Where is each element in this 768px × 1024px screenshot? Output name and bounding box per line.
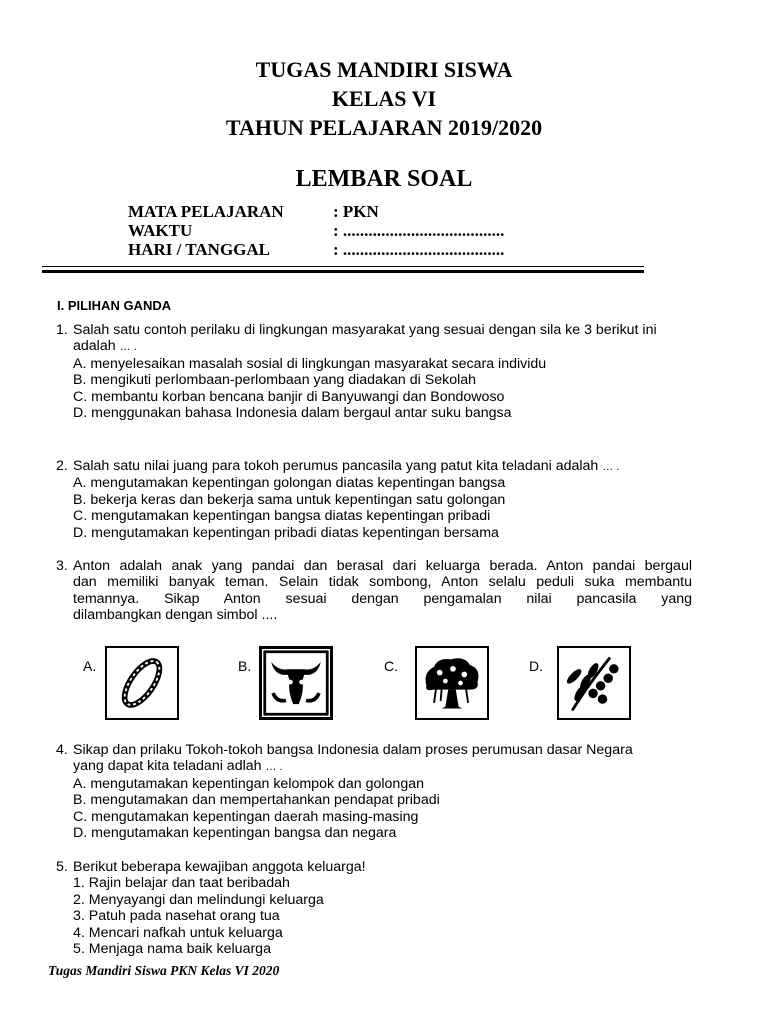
question-dots: … . bbox=[602, 461, 620, 473]
option-a-letter: A. bbox=[83, 658, 97, 674]
rice-cotton-icon bbox=[557, 646, 631, 720]
question-stem-line2: dan memiliki banyak teman. Selain tidak sombong, Anton selalu peduli suka membantu bbox=[73, 574, 692, 591]
option-b-letter: B. bbox=[238, 658, 252, 674]
question-number: 2. bbox=[56, 458, 68, 474]
question-stem-cont: yang dapat kita teladani adlah bbox=[73, 758, 262, 775]
option-c: C. mengutamakan kepentingan daerah masing-masing bbox=[73, 808, 419, 825]
info-row-date bbox=[128, 240, 504, 259]
list-item: 4. Mencari nafkah untuk keluarga bbox=[73, 924, 283, 941]
subject-label: MATA PELAJARAN bbox=[128, 202, 284, 221]
banyan-tree-icon bbox=[415, 646, 489, 720]
question-stem-cont: adalah bbox=[73, 338, 116, 355]
date-label: HARI / TANGGAL bbox=[128, 240, 271, 259]
question-stem-line3: temannya. Sikap Anton sesuai dengan pengamalan nilai pancasila yang bbox=[73, 590, 692, 607]
option-a: A. mengutamakan kepentingan golongan diatas kepentingan bangsa bbox=[73, 475, 506, 492]
bull-head-icon bbox=[259, 646, 333, 720]
option-d-letter: D. bbox=[529, 658, 543, 674]
question-2 bbox=[56, 458, 692, 541]
option-c-letter: C. bbox=[384, 658, 398, 674]
option-b: B. mengikuti perlombaan-perlombaan yang diadakan di Sekolah bbox=[73, 372, 477, 389]
question-1 bbox=[56, 322, 692, 421]
info-row-time bbox=[128, 221, 504, 240]
sheet-title: LEMBAR SOAL bbox=[295, 166, 473, 192]
info-row-subject bbox=[128, 202, 504, 221]
chain-icon bbox=[105, 646, 179, 720]
header-year: TAHUN PELAJARAN 2019/2020 bbox=[225, 115, 543, 140]
time-value: : ...................................... bbox=[333, 221, 505, 240]
info-block bbox=[128, 202, 504, 259]
symbol-options bbox=[0, 646, 768, 722]
divider-thin bbox=[42, 266, 644, 267]
question-stem-line4: dilambangkan dengan simbol .... bbox=[73, 607, 278, 624]
question-number: 1. bbox=[56, 322, 68, 338]
question-number: 4. bbox=[56, 742, 68, 758]
question-stem: Salah satu nilai juang para tokoh perumus pancasila yang patut kita teladani adalah bbox=[73, 458, 599, 474]
list-item: 2. Menyayangi dan melindungi keluarga bbox=[73, 891, 324, 908]
option-c: C. membantu korban bencana banjir di Banyuwangi dan Bondowoso bbox=[73, 388, 505, 405]
date-value: : ...................................... bbox=[333, 240, 505, 259]
question-stem: Berikut beberapa kewajiban anggota keluarga! bbox=[73, 859, 366, 875]
option-a: A. menyelesaikan masalah sosial di lingkungan masyarakat secara individu bbox=[73, 355, 547, 372]
question-3 bbox=[56, 558, 692, 624]
list-item: 3. Patuh pada nasehat orang tua bbox=[73, 908, 280, 925]
question-4 bbox=[56, 742, 692, 841]
option-d: D. mengutamakan kepentingan bangsa dan negara bbox=[73, 825, 397, 842]
question-5 bbox=[56, 859, 692, 957]
question-dots: … . bbox=[265, 761, 283, 774]
option-b: B. bekerja keras dan bekerja sama untuk kepentingan satu golongan bbox=[73, 491, 506, 508]
option-c: C. mengutamakan kepentingan bangsa diatas kepentingan pribadi bbox=[73, 508, 491, 525]
page-footer: Tugas Mandiri Siswa PKN Kelas VI 2020 bbox=[48, 963, 280, 978]
question-dots: … . bbox=[119, 341, 137, 354]
document-header bbox=[0, 55, 768, 142]
header-title: TUGAS MANDIRI SISWA bbox=[255, 57, 513, 82]
subject-value: : PKN bbox=[333, 202, 379, 221]
list-item: 5. Menjaga nama baik keluarga bbox=[73, 941, 271, 958]
question-number: 5. bbox=[56, 859, 68, 875]
question-number: 3. bbox=[56, 558, 68, 574]
divider-thick bbox=[42, 270, 644, 273]
option-d: D. mengutamakan kepentingan pribadi diatas kepentingan bersama bbox=[73, 524, 499, 541]
option-d: D. menggunakan bahasa Indonesia dalam bergaul antar suku bangsa bbox=[73, 405, 512, 422]
section-title: I. PILIHAN GANDA bbox=[57, 298, 172, 313]
question-stem: Anton adalah anak yang pandai dan berasal dari keluarga berada. Anton pandai bergaul bbox=[73, 558, 692, 574]
time-label: WAKTU bbox=[128, 221, 193, 240]
option-b: B. mengutamakan dan mempertahankan pendapat pribadi bbox=[73, 792, 440, 809]
option-a: A. mengutamakan kepentingan kelompok dan golongan bbox=[73, 775, 424, 792]
list-item: 1. Rajin belajar dan taat beribadah bbox=[73, 875, 290, 892]
question-stem: Salah satu contoh perilaku di lingkungan masyarakat yang sesuai dengan sila ke 3 berikut ini bbox=[73, 322, 657, 338]
question-stem: Sikap dan prilaku Tokoh-tokoh bangsa Indonesia dalam proses perumusan dasar Negara bbox=[73, 742, 633, 758]
header-class: KELAS VI bbox=[331, 86, 437, 111]
